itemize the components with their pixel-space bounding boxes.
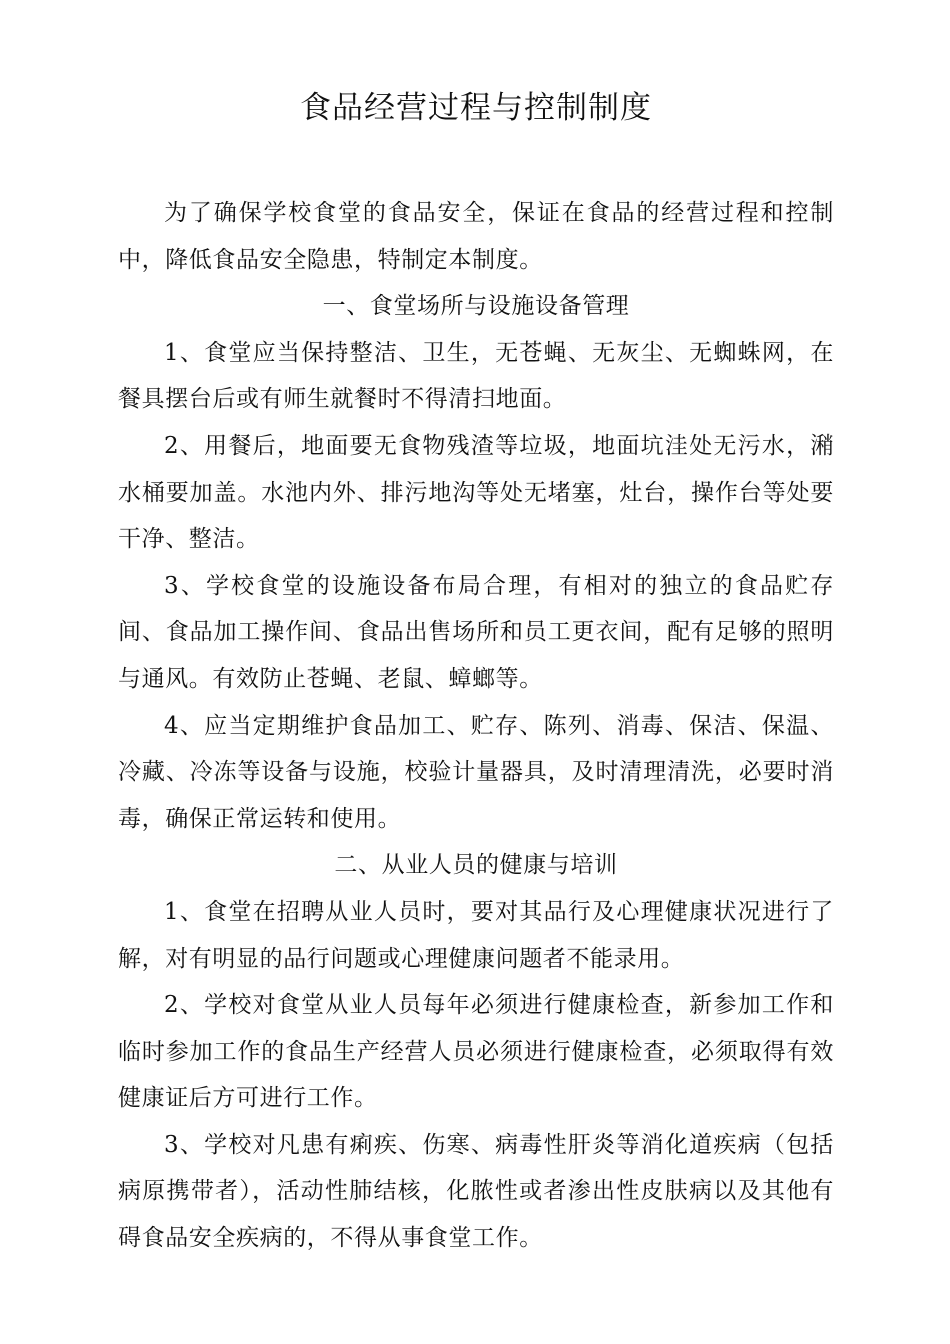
section-heading-facilities: 一、食堂场所与设施设备管理 bbox=[322, 293, 630, 320]
document-title: 食品经营过程与控制制度 bbox=[300, 90, 652, 126]
facilities-item-4: 4、应当定期维护食品加工、贮存、陈列、消毒、保洁、保温、冷藏、冷冻等设备与设施，校验计量器具，及时清理清洗，必要时消毒，确保正常运转和使用。 bbox=[118, 712, 834, 832]
staff-item-2: 2、学校对食堂从业人员每年必须进行健康检查，新参加工作和临时参加工作的食品生产经营人员必须进行健康检查，必须取得有效健康证后方可进行工作。 bbox=[118, 992, 834, 1112]
intro-paragraph: 为了确保学校食堂的食品安全，保证在食品的经营过程和控制中，降低食品安全隐患，特制定本制度。 bbox=[118, 200, 834, 273]
facilities-item-3: 3、学校食堂的设施设备布局合理，有相对的独立的食品贮存间、食品加工操作间、食品出售场所和员工更衣间，配有足够的照明与通风。有效防止苍蝇、老鼠、蟑螂等。 bbox=[118, 572, 834, 692]
section-heading-staff: 二、从业人员的健康与培训 bbox=[334, 852, 618, 879]
staff-item-1: 1、食堂在招聘从业人员时，要对其品行及心理健康状况进行了解，对有明显的品行问题或心理健康问题者不能录用。 bbox=[118, 898, 834, 972]
facilities-item-2: 2、用餐后，地面要无食物残渣等垃圾，地面坑洼处无污水，潲水桶要加盖。水池内外、排污地沟等处无堵塞，灶台，操作台等处要干净、整洁。 bbox=[118, 432, 834, 553]
document-body bbox=[118, 190, 834, 1262]
facilities-item-1: 1、食堂应当保持整洁、卫生，无苍蝇、无灰尘、无蜘蛛网，在餐具摆台后或有师生就餐时不得清扫地面。 bbox=[118, 339, 834, 413]
staff-item-3: 3、学校对凡患有痢疾、伤寒、病毒性肝炎等消化道疾病（包括病原携带者），活动性肺结核，化脓性或者渗出性皮肤病以及其他有碍食品安全疾病的，不得从事食堂工作。 bbox=[118, 1131, 834, 1252]
